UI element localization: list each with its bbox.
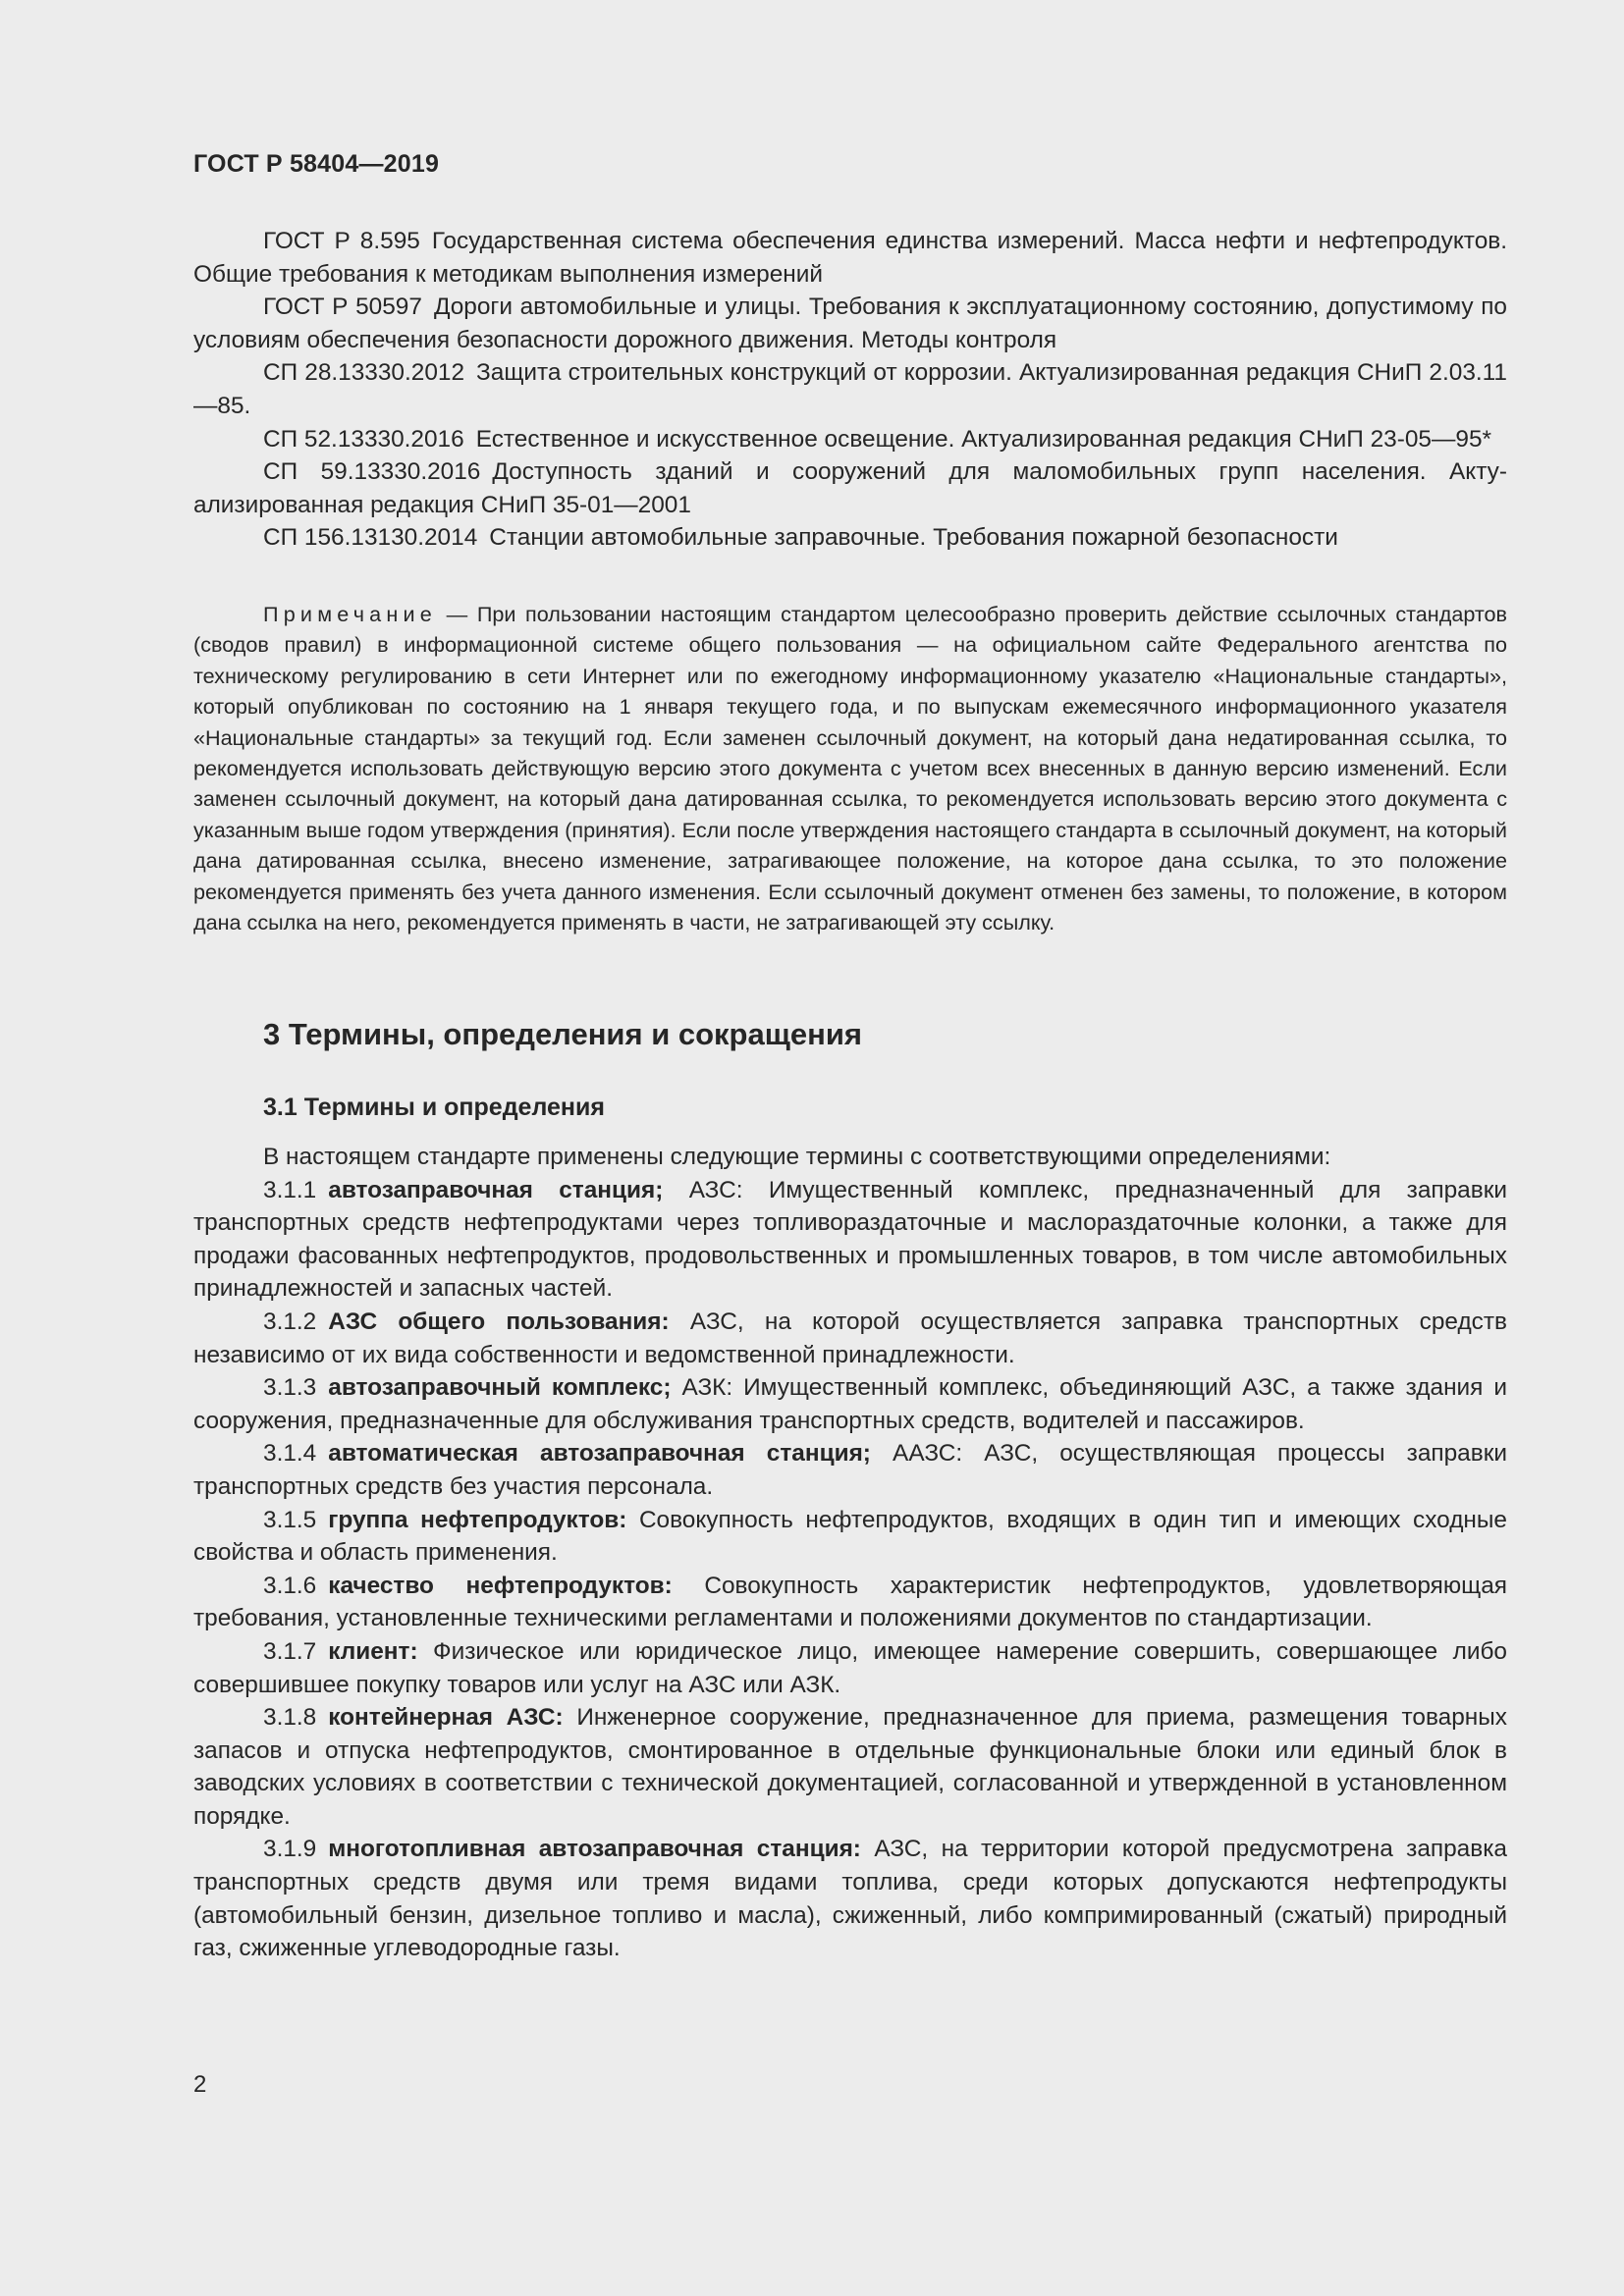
- term-number: 3.1.6: [263, 1572, 317, 1599]
- term-name: контейнерная АЗС:: [328, 1704, 564, 1732]
- term-definition: Совокупность характеристик нефтепродуктов, удовлетворяющая требования, установленные техническими регламентами и положениями документов по стандартизации.: [193, 1572, 1507, 1632]
- term-definition: Совокупность нефтепродуктов, входящих в один тип и имеющих сходные свойства и область применения.: [193, 1506, 1507, 1567]
- term-name: автоматическая автозаправочная станция;: [328, 1440, 871, 1468]
- terms-intro: В настоящем стандарте применены следующие термины с соответствующими определениями:: [263, 1144, 1331, 1170]
- references-list: [193, 225, 1507, 555]
- term-name: автозаправочная станция;: [328, 1176, 664, 1203]
- term-item: [193, 1437, 1507, 1503]
- reference-item: [193, 423, 1507, 456]
- reference-text: Естественное и искусственное освещение. Актуализированная редакция СНиП 23-05—95*: [475, 425, 1492, 453]
- reference-text: Защита строительных конструкций от коррозии. Актуализированная редакция СНиП 2.03.11—85.: [193, 359, 1507, 419]
- terms-list: [193, 1141, 1507, 1965]
- term-name: клиент:: [328, 1637, 418, 1665]
- section-title: 3 Термины, определения и сокращения: [263, 1017, 862, 1051]
- reference-item: [193, 225, 1507, 291]
- reference-item: [193, 356, 1507, 422]
- document-code: ГОСТ Р 58404—2019: [193, 150, 440, 178]
- term-item: [193, 1371, 1507, 1437]
- subsection-title: 3.1 Термины и определения: [263, 1094, 605, 1121]
- reference-code: СП 156.13130.2014: [263, 524, 478, 552]
- term-number: 3.1.8: [263, 1704, 317, 1732]
- page-number: 2: [193, 2071, 207, 2098]
- reference-item: [193, 291, 1507, 356]
- term-definition: Инженерное сооружение, предназначенное для приема, размещения товарных запасов и отпуска нефтепродуктов, смонтированное в отдельные функциональные блоки или единый блок в заводских условиях в соответствии с технической документацией, согласованной и утвержденной в установленном порядке.: [193, 1704, 1507, 1830]
- term-item: [193, 1174, 1507, 1306]
- reference-item: [193, 455, 1507, 521]
- term-number: 3.1.4: [263, 1440, 317, 1468]
- term-definition: АЗК: Имущественный комплекс, объединяющий АЗС, а также здания и сооружения, предназначенные для обслуживания транспортных средств, водителей и пассажиров.: [193, 1374, 1507, 1434]
- note-block: [193, 599, 1507, 937]
- term-name: качество нефтепродуктов:: [328, 1572, 673, 1599]
- term-number: 3.1.7: [263, 1637, 317, 1665]
- reference-code: ГОСТ Р 50597: [263, 294, 422, 321]
- term-definition: АЗС, на которой осуществляется заправка транспортных средств независимо от их вида собственности и ведомственной принадлежности.: [193, 1308, 1508, 1368]
- reference-text: Доступность зданий и сооружений для маломобильных групп населения. Актуализированная редакция СНиП 35-01—2001: [193, 458, 1507, 518]
- reference-item: [193, 521, 1507, 555]
- note-text: — При пользовании настоящим стандартом целесообразно проверить действие ссылочных стандартов (сводов правил) в информационной системе общего пользования — на официальном сайте Федерального агентства по техническому регулированию в сети Интернет или по ежегодному информационному указателю «Национальные стандарты», который опубликован по состоянию на 1 января текущего года, и по выпускам ежемесячного информационного указателя «Национальные стандарты» за текущий год. Если заменен ссылочный документ, на который дана недатированная ссылка, то рекомендуется использовать действующую версию этого документа с учетом всех внесенных в данную версию изменений. Если заменен ссылочный документ, на который дана датированная ссылка, то рекомендуется использовать версию этого документа с указанным выше годом утверждения (принятия). Если после утверждения настоящего стандарта в ссылочный документ, на который дана датированная ссылка, внесено изменение, затрагивающее положение, на которое дана ссылка, то это положение рекомендуется применять без учета данного изменения. Если ссылочный документ отменен без замены, то положение, в котором дана ссылка на него, рекомендуется применять в части, не затрагивающей эту ссылку.: [193, 602, 1507, 935]
- reference-code: ГОСТ Р 8.595: [263, 228, 420, 254]
- term-name: автозаправочный комплекс;: [328, 1374, 672, 1402]
- term-name: АЗС общего пользования:: [328, 1308, 670, 1335]
- reference-code: СП 59.13330.2016: [263, 458, 481, 486]
- note-paragraph: [193, 599, 1507, 937]
- term-definition: ААЗС: АЗС, осуществляющая процессы заправки транспортных средств без участия персонала.: [193, 1440, 1507, 1500]
- term-definition: АЗС, на территории которой предусмотрена заправка транспортных средств двумя или тремя видами топлива, среди которых допускаются нефтепродукты (автомобильный бензин, дизельное топливо и масла), сжиженный, либо компримированный (сжатый) природный газ, сжиженные углеводородные газы.: [193, 1836, 1507, 1962]
- term-number: 3.1.3: [263, 1374, 317, 1402]
- term-item: [193, 1570, 1507, 1635]
- term-item: [193, 1306, 1507, 1371]
- note-label: Примечание: [263, 602, 437, 626]
- term-definition: АЗС: Имущественный комплекс, предназначенный для заправки транспортных средств нефтепродуктами через топливораздаточные и маслораздаточные колонки, а также для продажи фасованных нефтепродуктов, продовольственных и промышленных товаров, в том числе автомобильных принадлежностей и запасных частей.: [193, 1176, 1507, 1303]
- reference-text: Дороги автомобильные и улицы. Требования к эксплуатационному состоянию, допустимому по условиям обеспечения безопасности дорожного движения. Методы контроля: [193, 294, 1507, 353]
- reference-text: Государственная система обеспечения единства измерений. Масса нефти и нефтепродуктов. Общие требования к методикам выполнения измерений: [193, 228, 1507, 288]
- term-number: 3.1.9: [263, 1836, 317, 1863]
- reference-code: СП 52.13330.2016: [263, 425, 464, 453]
- term-number: 3.1.1: [263, 1176, 317, 1203]
- term-item: [193, 1833, 1507, 1964]
- term-number: 3.1.2: [263, 1308, 317, 1335]
- term-name: группа нефтепродуктов:: [328, 1506, 627, 1533]
- term-item: [193, 1635, 1507, 1701]
- term-definition: Физическое или юридическое лицо, имеющее намерение совершить, совершающее либо совершившее покупку товаров или услуг на АЗС или АЗК.: [193, 1637, 1507, 1698]
- reference-text: Станции автомобильные заправочные. Требования пожарной безопасности: [489, 524, 1338, 552]
- reference-code: СП 28.13330.2012: [263, 359, 465, 387]
- term-number: 3.1.5: [263, 1506, 317, 1533]
- term-name: многотопливная автозаправочная станция:: [328, 1836, 861, 1863]
- term-item: [193, 1701, 1507, 1833]
- term-item: [193, 1504, 1507, 1570]
